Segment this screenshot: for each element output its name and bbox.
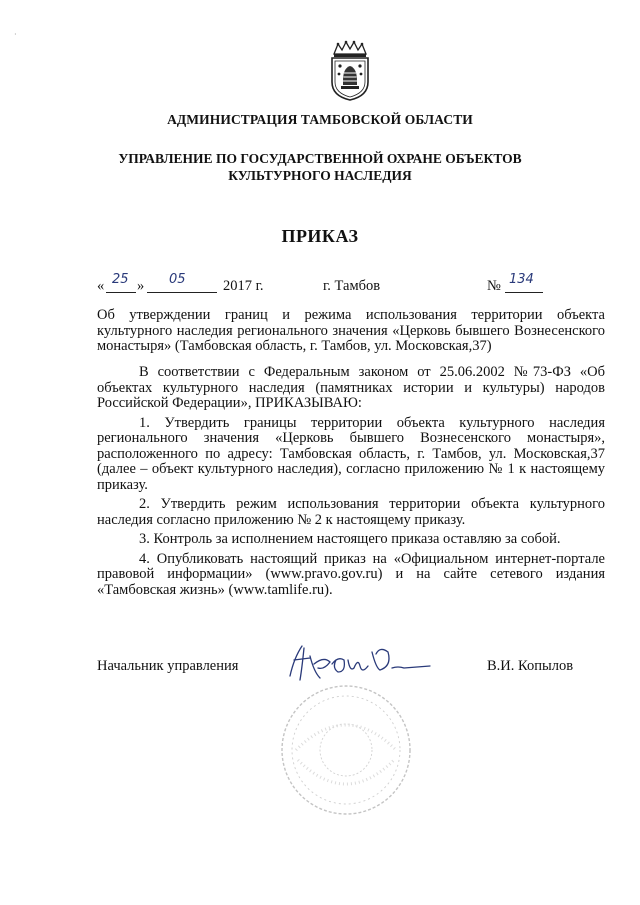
handwritten-number: 134 bbox=[509, 272, 534, 287]
day-field bbox=[106, 272, 136, 293]
order-subject: Об утверждении границ и режима использования территории объекта культурного наследия регионального значения «Церковь бывшего Вознесенского монастыря» (Тамбовская область, г. Тамбов, ул. Московская,37) bbox=[97, 307, 605, 354]
department-name bbox=[0, 150, 640, 184]
order-item: 1. Утвердить границы территории объекта культурного наследия регионального значения «Церковь бывшего Вознесенского монастыря», расположенного по адресу: Тамбовская область, г. Тамбов, ул. Московская,37 (далее – объект культурного наследия), согласно приложению № 1 к настоящему приказу. bbox=[97, 414, 605, 493]
department-line: КУЛЬТУРНОГО НАСЛЕДИЯ bbox=[228, 168, 412, 183]
department-line: УПРАВЛЕНИЕ ПО ГОСУДАРСТВЕННОЙ ОХРАНЕ ОБЪЕКТОВ bbox=[118, 151, 522, 166]
month-field bbox=[147, 272, 217, 293]
order-item: 2. Утвердить режим использования территории объекта культурного наследия согласно приложению № 2 к настоящему приказу. bbox=[97, 496, 605, 528]
coat-of-arms-icon bbox=[326, 40, 374, 102]
city: г. Тамбов bbox=[323, 278, 381, 294]
number-label: № bbox=[487, 278, 501, 294]
order-item: 3. Контроль за исполнением настоящего приказа оставляю за собой. bbox=[139, 531, 561, 547]
year: 2017 г. bbox=[223, 278, 264, 294]
signatory-name: В.И. Копылов bbox=[487, 658, 574, 674]
number-field bbox=[505, 272, 543, 293]
organization-name: АДМИНИСТРАЦИЯ ТАМБОВСКОЙ ОБЛАСТИ bbox=[167, 112, 473, 127]
signatory-position: Начальник управления bbox=[97, 658, 239, 674]
preamble-paragraph: В соответствии с Федеральным законом от 25.06.2002 №73-ФЗ «Об объектах культурного наследия (памятниках истории и культуры) народов Российской Федерации», ПРИКАЗЫВАЮ: bbox=[97, 364, 605, 411]
date-number-line bbox=[97, 272, 557, 298]
official-stamp-icon bbox=[276, 680, 416, 820]
order-body bbox=[97, 365, 605, 602]
close-quote: » bbox=[137, 278, 145, 294]
handwritten-day: 25 bbox=[112, 272, 129, 287]
open-quote: « bbox=[97, 278, 105, 294]
handwritten-month: 05 bbox=[169, 272, 186, 287]
scan-mark: · bbox=[14, 30, 17, 39]
order-item: 4. Опубликовать настоящий приказ на «Официальном интернет-портале правовой информации» (www.pravo.gov.ru) и на сайте сетевого издания «Тамбовская жизнь» (www.tamlife.ru). bbox=[97, 550, 605, 598]
document-title: ПРИКАЗ bbox=[281, 226, 359, 246]
